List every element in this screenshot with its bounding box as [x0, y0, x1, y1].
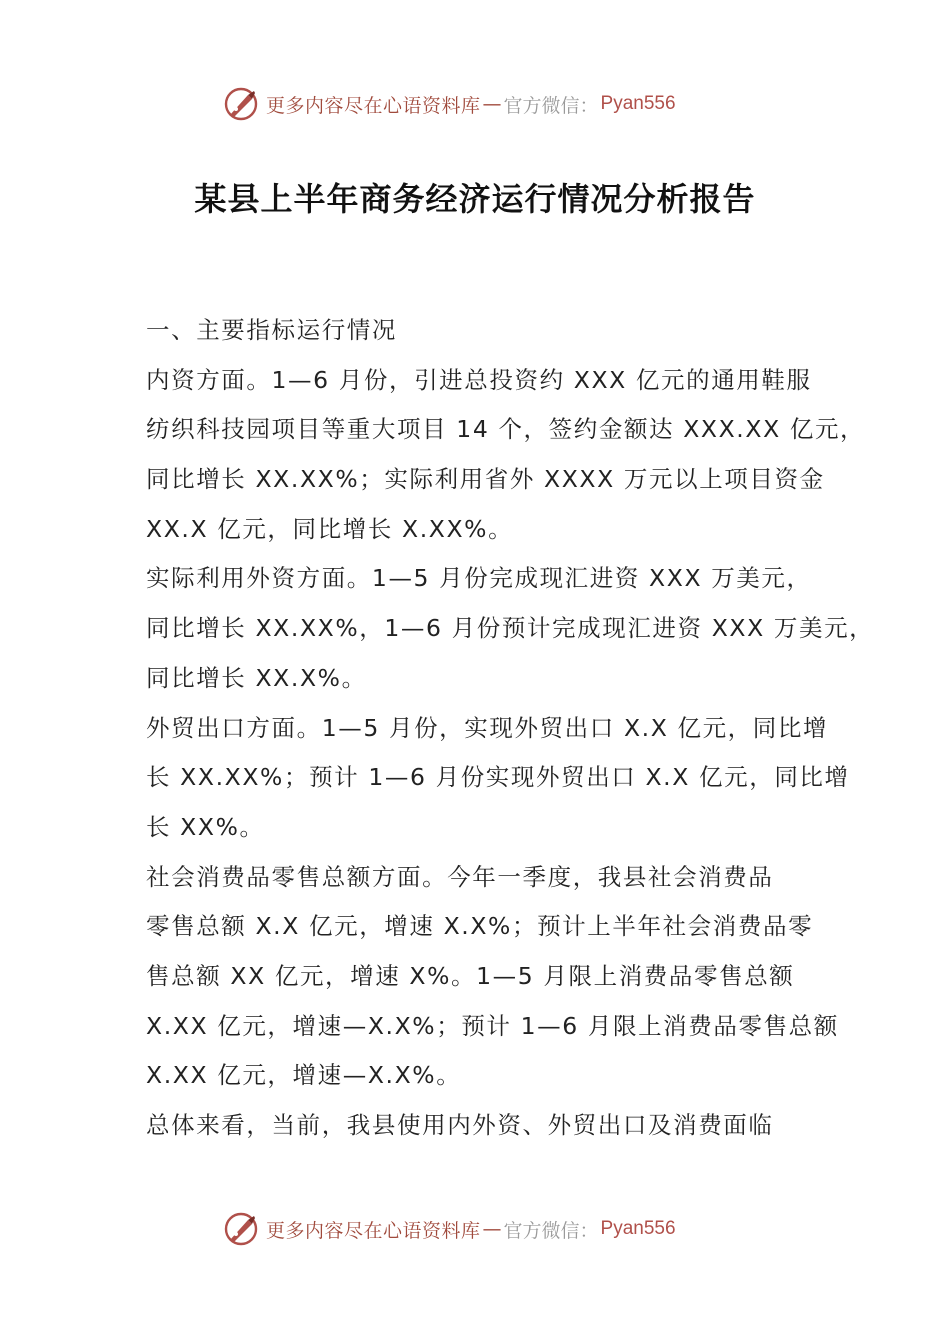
body-line: 同比增长 XX.X%。 [146, 663, 367, 692]
pen-nib-logo-icon [222, 85, 260, 123]
body-line: 长 XX%。 [146, 812, 265, 841]
header-wechat-id: Pyan556 [600, 93, 676, 114]
body-line: X.XX 亿元，增速—X.X%。 [146, 1061, 462, 1090]
body-line: 长 XX.XX%；预计 1—6 月份实现外贸出口 X.X 亿元，同比增 [146, 763, 850, 792]
body-line: 总体来看，当前，我县使用内外资、外贸出口及消费面临 [146, 1111, 774, 1139]
footer-wechat-id: Pyan556 [600, 1218, 676, 1239]
footer-wechat-label: 官方微信： [503, 1219, 599, 1242]
body-line: 同比增长 XX.XX%，1—6 月份预计完成现汇进资 XXX 万美元， [146, 614, 875, 643]
body-line: 社会消费品零售总额方面。今年一季度，我县社会消费品 [146, 862, 774, 891]
document-title: 某县上半年商务经济运行情况分析报告 [194, 180, 756, 218]
header-banner-separator: — [482, 93, 502, 115]
header-banner [222, 84, 742, 124]
document-body [146, 306, 875, 1151]
pen-nib-logo-icon [222, 1210, 260, 1248]
body-line: 内资方面。1—6 月份，引进总投资约 XXX 亿元的通用鞋服 [146, 365, 812, 394]
body-line: 外贸出口方面。1—5 月份，实现外贸出口 X.X 亿元，同比增 [146, 713, 829, 742]
section-heading: 一、主要指标运行情况 [146, 316, 397, 344]
body-line: 售总额 XX 亿元，增速 X%。1—5 月限上消费品零售总额 [146, 961, 795, 990]
header-banner-text: 更多内容尽在心语资料库 [266, 94, 481, 117]
footer-banner-separator: — [482, 1218, 502, 1240]
footer-banner-text: 更多内容尽在心语资料库 [266, 1219, 481, 1242]
body-line: X.XX 亿元，增速—X.X%；预计 1—6 月限上消费品零售总额 [146, 1011, 839, 1040]
footer-banner [222, 1209, 742, 1249]
body-line: 零售总额 X.X 亿元，增速 X.X%；预计上半年社会消费品零 [146, 912, 814, 941]
body-line: 纺织科技园项目等重大项目 14 个，签约金额达 XXX.XX 亿元， [146, 415, 866, 444]
body-line: 实际利用外资方面。1—5 月份完成现汇进资 XXX 万美元， [146, 564, 812, 593]
body-line: XX.X 亿元，同比增长 X.XX%。 [146, 514, 514, 543]
body-line: 同比增长 XX.XX%；实际利用省外 XXXX 万元以上项目资金 [146, 465, 825, 494]
header-wechat-label: 官方微信： [503, 94, 599, 117]
